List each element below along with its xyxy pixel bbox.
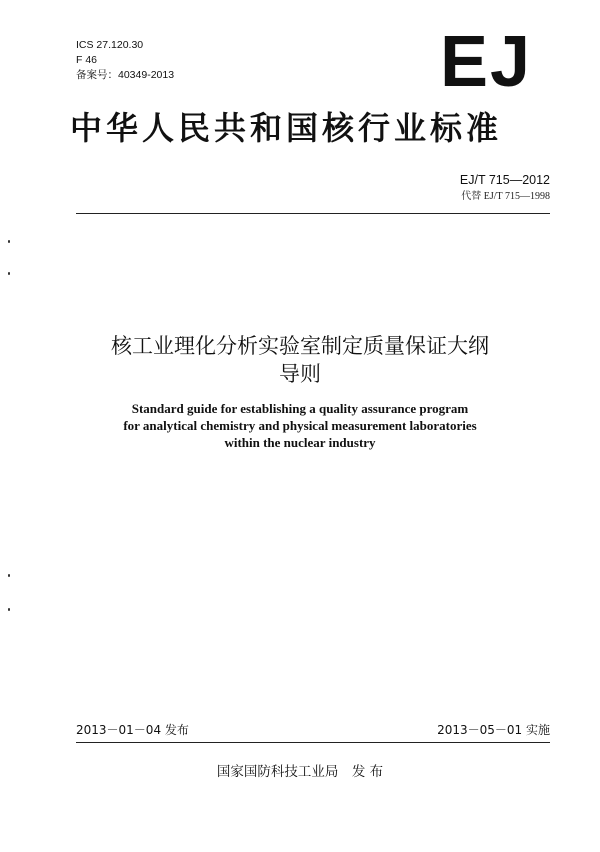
document-title-chinese [50,332,550,388]
standard-number: EJ/T 715—2012 [459,173,550,187]
bottom-divider [76,742,550,743]
scan-speck [8,608,10,611]
title-cn-line-1: 核工业理化分析实验室制定质量保证大纲 [111,334,489,358]
title-cn-line-2: 导则 [279,362,321,386]
record-number: 备案号：40349-2013 [76,69,175,81]
title-en-line-3: within the nuclear industry [224,435,376,450]
scan-speck [8,272,10,275]
classification-block [76,38,174,83]
scan-speck [8,240,10,243]
title-en-line-2: for analytical chemistry and physical measurement laboratories [123,418,477,433]
scan-speck [8,574,10,577]
standard-type-title: 中华人民共和国核行业标准 [70,109,503,147]
issue-date: 2013－01－04 发布 [76,723,189,737]
ics-code: ICS 27.120.30 [76,39,144,51]
ej-logo: EJ [440,22,533,102]
publisher: 国家国防科技工业局 发 布 [216,764,384,780]
implementation-date: 2013－05－01 实施 [437,723,550,737]
replaces-standard: 代替 EJ/T 715—1998 [461,191,550,202]
document-title-english [50,400,550,451]
ccs-code: F 46 [76,54,98,66]
title-en-line-1: Standard guide for establishing a quality assurance program [131,401,469,416]
top-divider [76,213,550,214]
